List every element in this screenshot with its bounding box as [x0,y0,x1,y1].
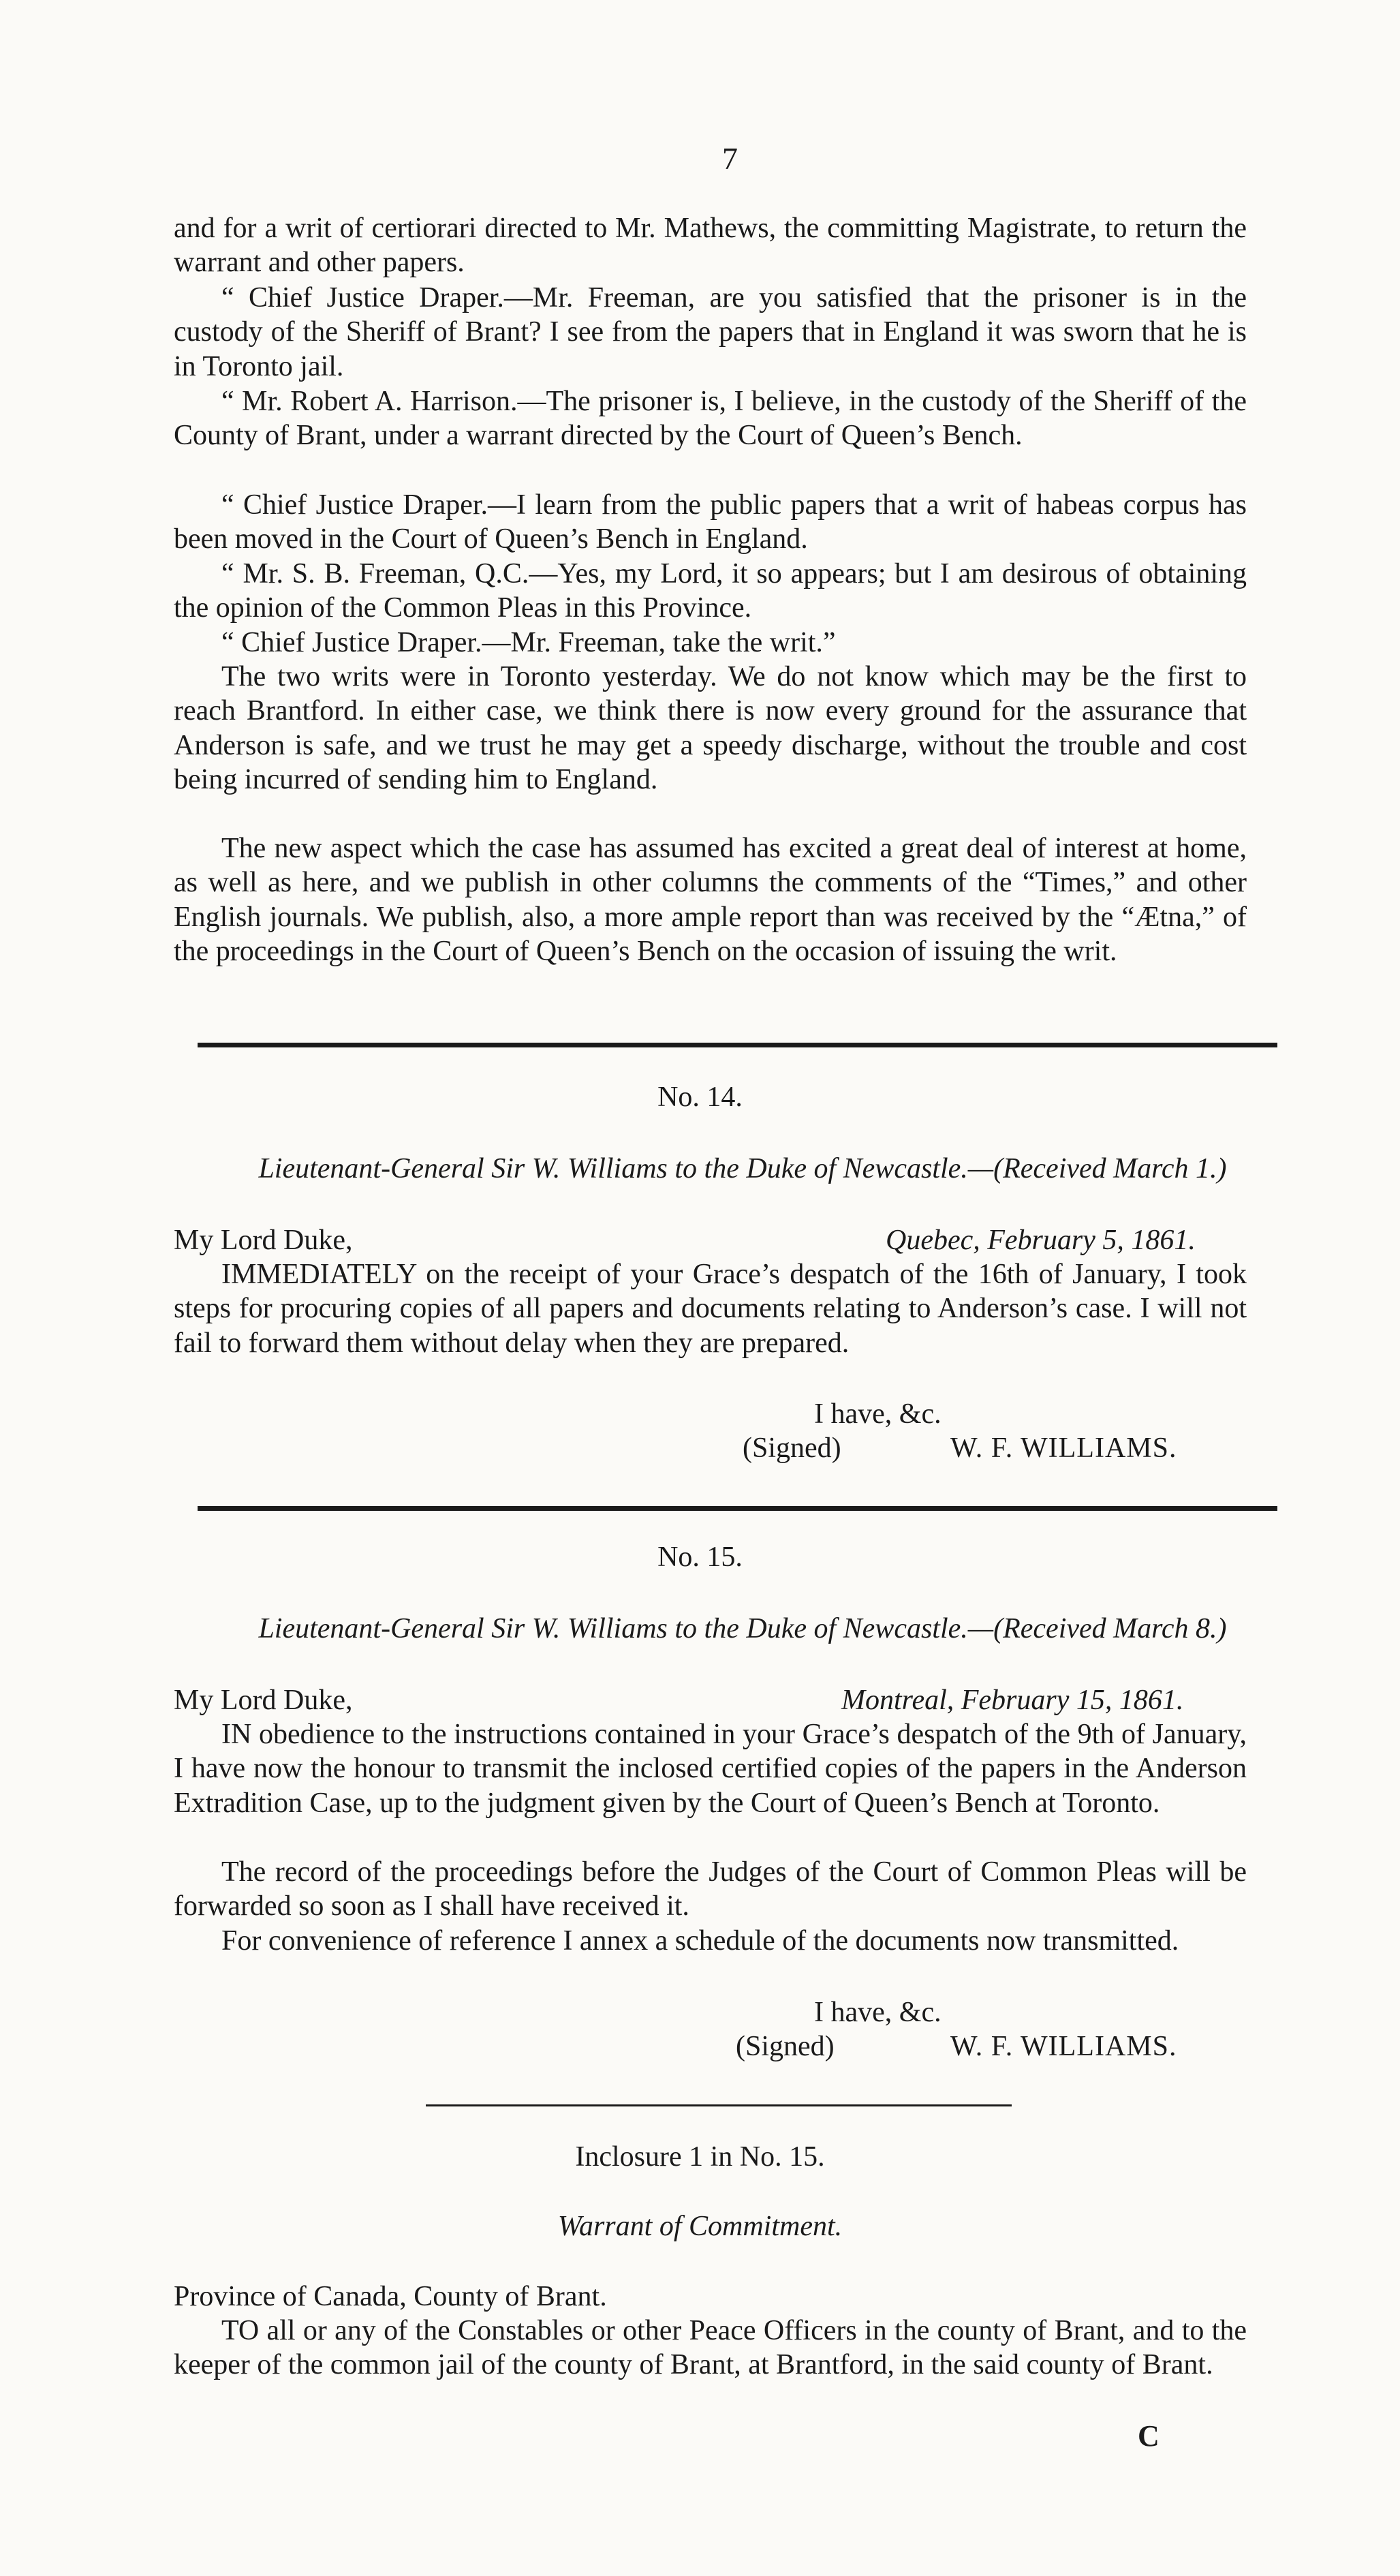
closing-no15: I have, &c. [814,1997,942,2028]
signature-mark: C [1138,2419,1160,2453]
paragraph-certiorari: and for a writ of certiorari directed to Mr. Mathews, the committing Magistrate, to return the warrant and other papers. [174,213,1247,279]
place-date-no15: Montreal, February 15, 1861. [841,1685,1184,1716]
signed-no15: (Signed) [736,2031,835,2062]
paragraph-new-aspect: The new aspect which the case has assumed has excited a great deal of interest at home, as well as here, and we publish in other columns the comments of the “Times,” and other English journals. We publish, also, a more ample report than was received by the “Ætna,” of the proceedings in the Court of Queen’s Bench on the occasion of issuing the writ. [174,833,1247,967]
section-divider [198,1506,1277,1511]
signature-no14: W. F. WILLIAMS. [950,1432,1177,1464]
letter-body-no14: IMMEDIATELY on the receipt of your Grace’s despatch of the 16th of January, I took steps for procuring copies of all papers and documents relating to Anderson’s case. I will not fail to forward them without delay when they are prepared. [174,1259,1247,1359]
letter-body-no15-p3: For convenience of reference I annex a schedule of the documents now transmitted. [221,1925,1179,1957]
salutation-no15: My Lord Duke, [174,1685,353,1716]
signature-no15: W. F. WILLIAMS. [950,2031,1177,2062]
paragraph-draper-1: “ Chief Justice Draper.—Mr. Freeman, are you satisfied that the prisoner is in the custody of the Sheriff of Brant? I see from the papers that in England it was sworn that he is in Toronto jail. [174,282,1247,382]
paragraph-draper-3: “ Chief Justice Draper.—Mr. Freeman, take the writ.” [221,627,836,658]
inclosure-province-line: Province of Canada, County of Brant. [174,2281,607,2312]
letter-body-no15-p1: IN obedience to the instructions contained in your Grace’s despatch of the 9th of January, I have now the honour to transmit the inclosed certified copies of the papers in the Anderson Extradition Case, up to the judgment given by the Court of Queen’s Bench at Toronto. [174,1719,1247,1819]
inclosure-heading: Inclosure 1 in No. 15. [575,2141,825,2173]
section-heading-no14: No. 14. [657,1082,743,1113]
place-date-no14: Quebec, February 5, 1861. [886,1225,1196,1256]
closing-no14: I have, &c. [814,1398,942,1430]
letter-title-no14: Lieutenant-General Sir W. Williams to the Duke of Newcastle.—(Received March 1.) [258,1153,1227,1184]
paragraph-two-writs: The two writs were in Toronto yesterday. We do not know which may be the first to reach Brantford. In either case, we think there is now every ground for the assurance that Anderson is safe, and we trust he may get a speedy discharge, without the trouble and cost being incurred of sending him to England. [174,661,1247,795]
letter-body-no15-p2: The record of the proceedings before the Judges of the Court of Common Pleas will be forwarded so soon as I shall have received it. [174,1856,1247,1922]
paragraph-draper-2: “ Chief Justice Draper.—I learn from the public papers that a writ of habeas corpus has been moved in the Court of Queen’s Bench in England. [174,489,1247,555]
section-divider [426,2104,1012,2106]
signed-no14: (Signed) [743,1432,841,1464]
section-heading-no15: No. 15. [657,1542,743,1573]
letter-title-no15: Lieutenant-General Sir W. Williams to the Duke of Newcastle.—(Received March 8.) [258,1613,1227,1644]
paragraph-freeman: “ Mr. S. B. Freeman, Q.C.—Yes, my Lord, it so appears; but I am desirous of obtaining the opinion of the Common Pleas in this Province. [174,558,1247,624]
paragraph-harrison: “ Mr. Robert A. Harrison.—The prisoner is, I believe, in the custody of the Sheriff of the County of Brant, under a warrant directed by the Court of Queen’s Bench. [174,386,1247,452]
section-divider [198,1043,1277,1047]
salutation-no14: My Lord Duke, [174,1225,353,1256]
page-number: 7 [722,141,738,176]
inclosure-subheading: Warrant of Commitment. [557,2211,843,2242]
inclosure-body: TO all or any of the Constables or other Peace Officers in the county of Brant, and to the keeper of the common jail of the county of Brant, at Brantford, in the said county of Brant. [174,2315,1247,2381]
